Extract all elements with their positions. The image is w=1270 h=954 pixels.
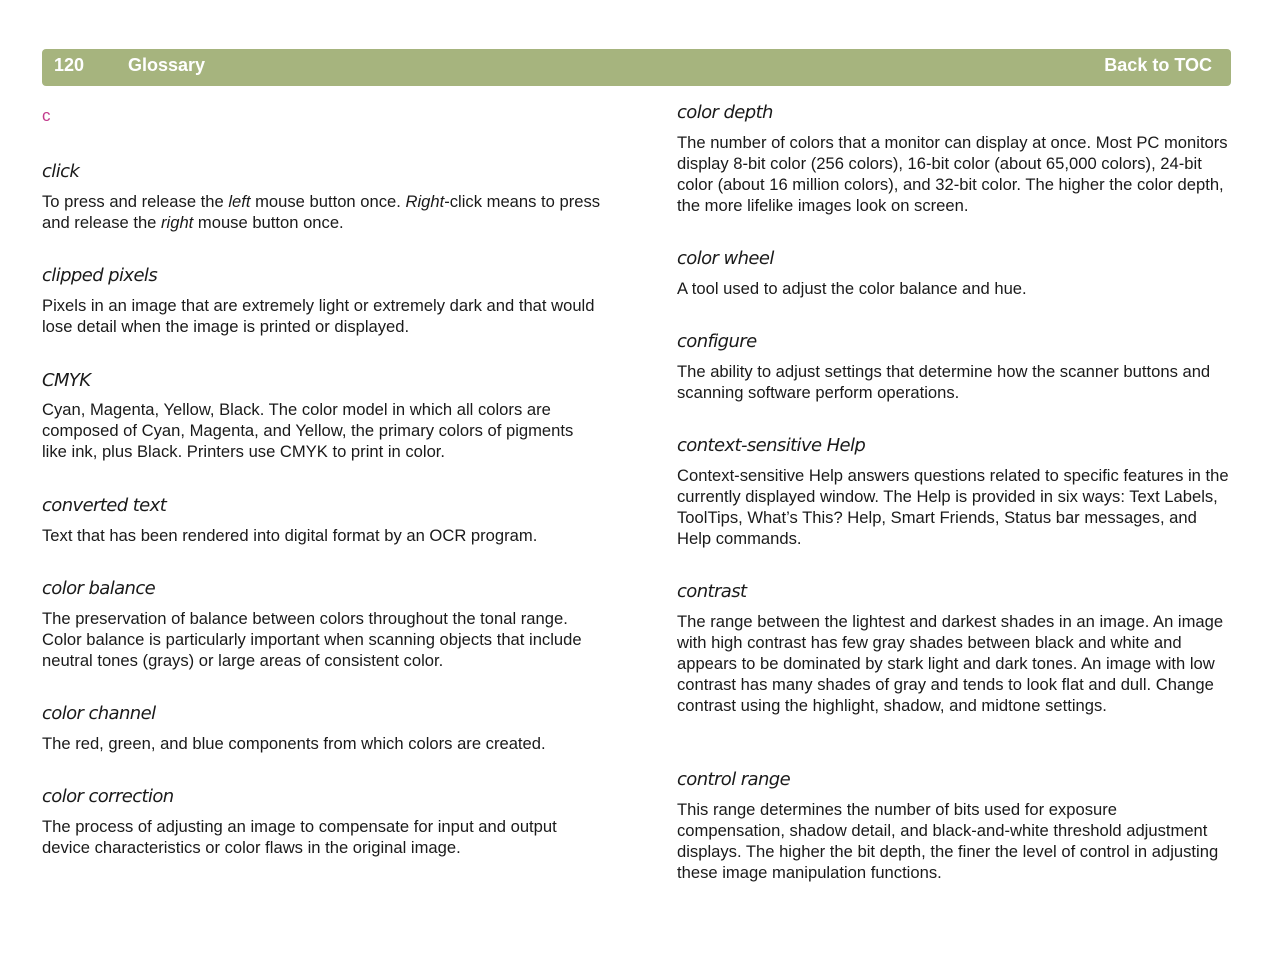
glossary-entry-color-wheel	[677, 248, 1229, 299]
glossary-definition: Pixels in an image that are extremely light or extremely dark and that would lose detail when the image is printed or displayed.	[42, 296, 595, 336]
glossary-term: clipped pixels	[42, 265, 158, 286]
glossary-definition: The red, green, and blue components from which colors are created.	[42, 734, 546, 753]
glossary-entry-context-sensitive-help	[677, 435, 1229, 549]
section-title: Glossary	[128, 55, 206, 75]
glossary-term: control range	[677, 769, 791, 790]
glossary-term: context-sensitive Help	[677, 435, 866, 456]
glossary-term: color correction	[42, 786, 174, 807]
glossary-definition: The process of adjusting an image to compensate for input and output device characteristics or color flaws in the original image.	[42, 817, 557, 857]
glossary-term: click	[42, 161, 80, 182]
glossary-entry-color-channel	[42, 703, 602, 754]
glossary-entry-color-correction	[42, 786, 602, 858]
glossary-term: color wheel	[677, 248, 774, 269]
page-header-bar	[42, 49, 1231, 86]
glossary-entry-control-range	[677, 769, 1229, 883]
glossary-term: color depth	[677, 102, 773, 123]
glossary-entry-configure	[677, 331, 1229, 403]
glossary-term: CMYK	[42, 370, 91, 391]
glossary-entry-color-depth	[677, 102, 1229, 216]
glossary-entry-contrast	[677, 581, 1229, 716]
glossary-definition: To press and release the left mouse button once. Right-click means to press and release the right mouse button once.	[42, 192, 601, 232]
back-to-toc-link[interactable]: Back to TOC	[1104, 55, 1212, 75]
glossary-term: converted text	[42, 495, 167, 516]
glossary-term: color channel	[42, 703, 156, 724]
glossary-entry-cmyk	[42, 370, 602, 462]
glossary-definition: The range between the lightest and darkest shades in an image. An image with high contrast has few gray shades between black and white and appears to be dominated by stark light and dark tones. An image with low contrast has many shades of gray and tends to look flat and dull. Change contrast using the highlight, shadow, and midtone settings.	[677, 612, 1224, 715]
glossary-entry-clipped-pixels	[42, 265, 602, 337]
glossary-entry-color-balance	[42, 578, 602, 671]
letter-heading: c	[42, 106, 51, 125]
glossary-definition: Context-sensitive Help answers questions related to specific features in the currently displayed window. The Help is provided in six ways: Text Labels, ToolTips, What’s This? Help, Smart Friends, Status bar messages, and Help commands.	[677, 466, 1229, 548]
glossary-entry-click	[42, 161, 602, 233]
glossary-term: contrast	[677, 581, 747, 602]
glossary-entry-converted-text	[42, 495, 602, 546]
glossary-definition: Cyan, Magenta, Yellow, Black. The color model in which all colors are composed of Cyan, Magenta, and Yellow, the primary colors of pigments like ink, plus Black. Printers use CMYK to print in color.	[42, 400, 574, 461]
glossary-term: color balance	[42, 578, 156, 599]
glossary-definition: Text that has been rendered into digital format by an OCR program.	[42, 526, 538, 545]
glossary-definition: A tool used to adjust the color balance and hue.	[677, 279, 1027, 298]
glossary-term: configure	[677, 331, 757, 352]
glossary-definition: The number of colors that a monitor can display at once. Most PC monitors display 8-bit color (256 colors), 16-bit color (about 65,000 colors), 24-bit color (about 16 million colors), and 32-bit color. The higher the color depth, the more lifelike images look on screen.	[677, 133, 1228, 215]
glossary-definition: This range determines the number of bits used for exposure compensation, shadow detail, and black-and-white threshold adjustment displays. The higher the bit depth, the finer the level of control in adjusting these image manipulation functions.	[677, 800, 1219, 882]
glossary-definition: The preservation of balance between colors throughout the tonal range. Color balance is particularly important when scanning objects that include neutral tones (grays) or large areas of consistent color.	[42, 609, 582, 670]
glossary-definition: The ability to adjust settings that determine how the scanner buttons and scanning software perform operations.	[677, 362, 1211, 402]
page-number: 120	[54, 55, 85, 75]
